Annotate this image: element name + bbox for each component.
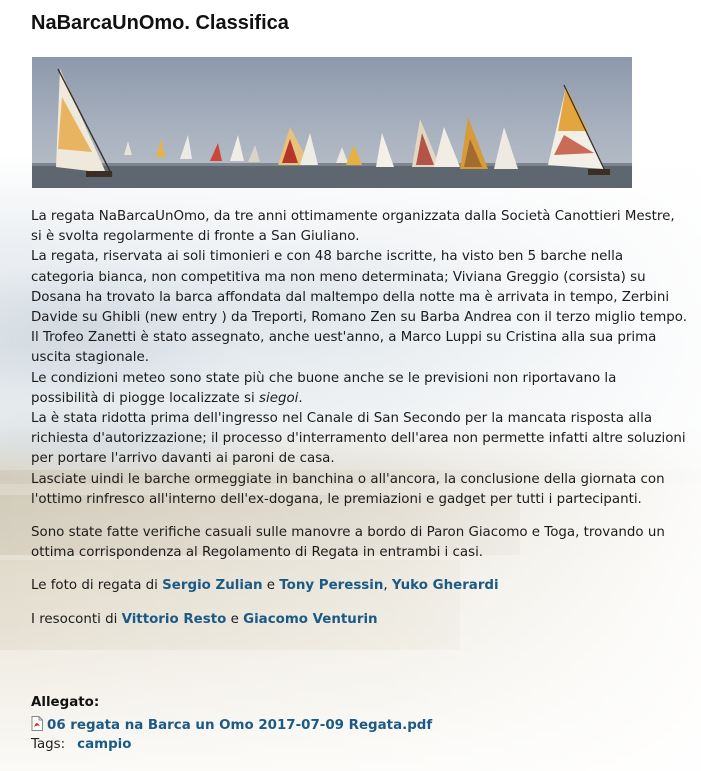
tag-link[interactable]: campio	[77, 737, 132, 752]
article-body	[31, 207, 687, 630]
regatta-photo	[32, 57, 632, 188]
paragraph: La è stata ridotta prima dell'ingresso nel Canale di San Secondo per la mancata risposta alla richiesta d'autorizzazione; il processo d'interramento dell'area non permette infatti altre soluzioni per portare l'arrivo davanti ai paroni de casa.	[31, 411, 686, 467]
photo-credits	[31, 576, 687, 596]
attachment-row	[31, 716, 432, 733]
author-link-yuko-gherardi[interactable]: Yuko Gherardi	[391, 578, 499, 594]
author-link-sergio-zulian[interactable]: Sergio Zulian	[162, 578, 263, 594]
paragraph	[31, 369, 687, 409]
paragraph: Sono state fatte verifiche casuali sulle manovre a bordo di Paron Giacomo e Toga, trovando un ottima corrispondenza al Regolamento di Regata in entrambi i casi.	[31, 525, 665, 561]
attachment-label: Allegato:	[31, 695, 100, 710]
paragraph-end: .	[298, 390, 303, 406]
paragraph: La regata NaBarcaUnOmo, da tre anni ottimamente organizzata dalla Società Canottieri Mestre, si è svolta regolarmente di fronte a San Giuliano.	[31, 209, 675, 245]
paragraph: La regata, riservata ai soli timonieri e con 48 barche iscritte, ha visto ben 5 barche nella categoria bianca, non competitiva ma non meno determinata; Viviana Greggio (corsista) su Dosana ha trovato la barca affondata dal maltempo della notte ma è arrivata in tempo, Zerbini Davide su Ghibli (new entry ) da Treporti, Romano Zen su Barba Andrea con il terzo miglio tempo.	[31, 249, 688, 326]
paragraph-text: Le condizioni meteo sono state più che buone anche se le previsioni non riportavano la possibilità di piogge localizzate si	[31, 370, 617, 406]
report-credits	[31, 610, 687, 630]
paragraph: Lasciate uindi le barche ormeggiate in banchina o all'ancora, la conclusione della giornata con l'ottimo rinfresco all'interno dell'ex-dogana, le premiazioni e gadget per tutti i partecipanti.	[31, 471, 665, 507]
credits-separator: ,	[383, 578, 392, 594]
paragraph: Il Trofeo Zanetti è stato assegnato, anche uest'anno, a Marco Luppi su Cristina alla sua prima uscita stagionale.	[31, 330, 657, 366]
attachment-file-link[interactable]: 06 regata na Barca un Omo 2017-07-09 Regata.pdf	[47, 718, 433, 733]
reports-separator: e	[226, 611, 244, 627]
author-link-tony-peressin[interactable]: Tony Peressin	[279, 578, 384, 594]
author-link-giacomo-venturin[interactable]: Giacomo Venturin	[243, 611, 378, 627]
pdf-file-icon	[31, 716, 43, 731]
tags-row	[31, 737, 131, 752]
credits-prefix: Le foto di regata di	[31, 578, 163, 594]
author-link-vittorio-resto[interactable]: Vittorio Resto	[121, 611, 227, 627]
credits-separator: e	[262, 578, 280, 594]
page-title: NaBarcaUnOmo. Classifica	[31, 12, 289, 34]
tags-label: Tags:	[31, 737, 66, 752]
reports-prefix: I resoconti di	[31, 611, 122, 627]
italic-word: siegoi	[259, 390, 299, 406]
